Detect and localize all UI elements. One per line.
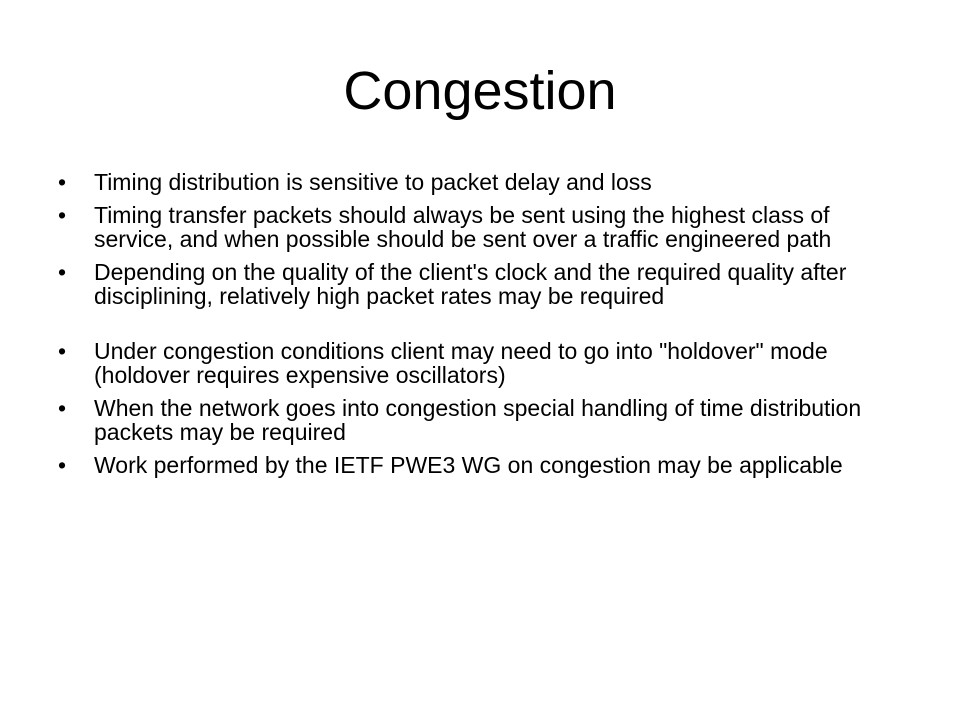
- bullet-item: [58, 453, 908, 477]
- bullet-item: [58, 339, 908, 387]
- bullet-text: Timing distribution is sensitive to packet delay and loss: [94, 169, 652, 195]
- bullet-dot-icon: •: [58, 259, 67, 285]
- bullet-item: [58, 203, 908, 251]
- bullet-list: [58, 170, 908, 486]
- bullet-dot-icon: •: [58, 338, 67, 364]
- bullet-text: Work performed by the IETF PWE3 WG on congestion may be applicable: [94, 452, 843, 478]
- bullet-item: [58, 170, 908, 194]
- bullet-dot-icon: •: [58, 452, 67, 478]
- bullet-text: Timing transfer packets should always be sent using the highest class of service, and when possible should be sent over a traffic engineered path: [94, 202, 832, 252]
- bullet-text: Depending on the quality of the client's clock and the required quality after disciplining, relatively high packet rates may be required: [94, 259, 847, 309]
- bullet-item: [58, 260, 908, 308]
- bullet-dot-icon: •: [58, 169, 67, 195]
- bullet-text: When the network goes into congestion special handling of time distribution packets may be required: [94, 395, 862, 445]
- slide-title: Congestion: [343, 61, 617, 121]
- bullet-dot-icon: •: [58, 395, 67, 421]
- bullet-text: Under congestion conditions client may need to go into "holdover" mode (holdover requires expensive oscillators): [94, 338, 828, 388]
- bullet-item: [58, 396, 908, 444]
- bullet-dot-icon: •: [58, 202, 67, 228]
